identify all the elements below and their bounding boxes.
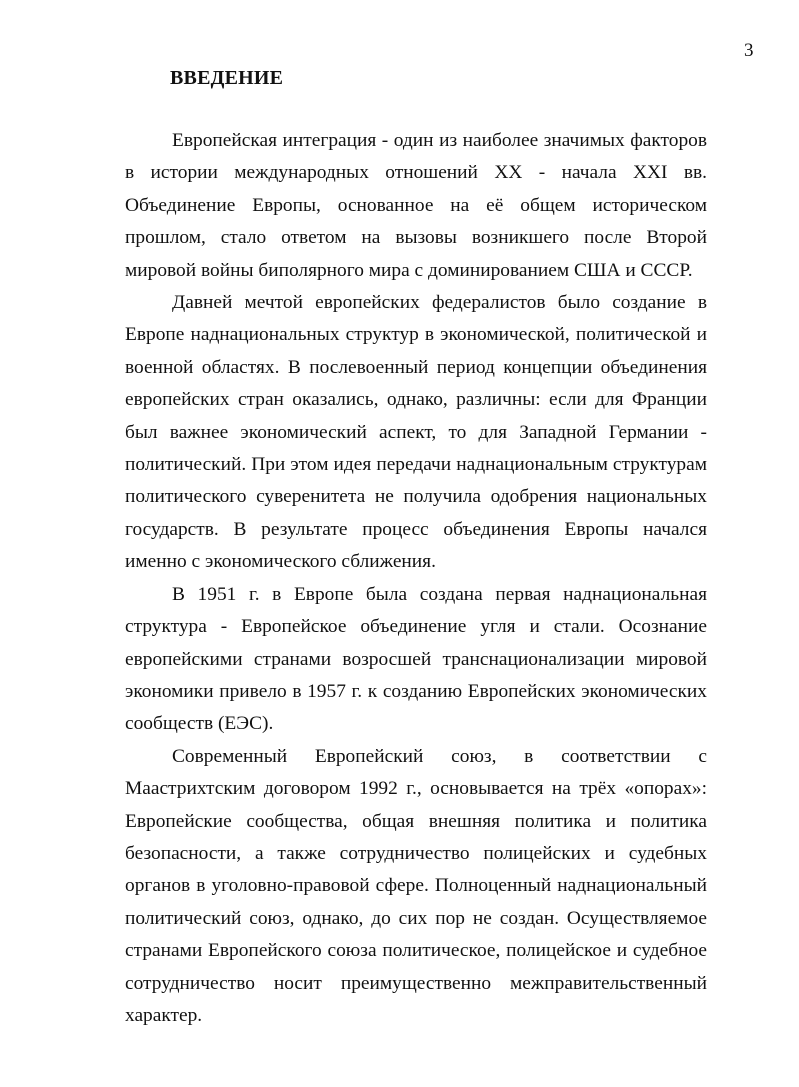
- body-text: [125, 125, 707, 1032]
- page-number: 3: [744, 40, 754, 61]
- paragraph-3: В 1951 г. в Европе была создана первая наднациональная структура - Европейское объединение угля и стали. Осознание европейскими странами возросшей транснационализации мировой экономики привело в 1957 г. к созданию Европейских экономических сообществ (ЕЭС).: [125, 583, 707, 735]
- paragraph-4: Современный Европейский союз, в соответствии с Маастрихтским договором 1992 г., основывается на трёх «опорах»: Европейские сообщества, общая внешняя политика и политика безопасности, а также сотрудничество полицейских и судебных органов в уголовно-правовой сфере. Полноценный наднациональный политический союз, однако, до сих пор не создан. Осуществляемое странами Европейского союза политическое, полицейское и судебное сотрудничество носит преимущественно межправительственный характер.: [125, 745, 707, 1026]
- paragraph-2: Давней мечтой европейских федералистов было создание в Европе наднациональных структур в экономической, политической и военной областях. В послевоенный период концепции объединения европейских стран оказались, однако, различны: если для Франции был важнее экономический аспект, то для Западной Германии - политический. При этом идея передачи наднациональным структурам политического суверенитета не получила одобрения национальных государств. В результате процесс объединения Европы начался именно с экономического сближения.: [125, 292, 707, 573]
- section-heading: ВВЕДЕНИЕ: [170, 67, 284, 89]
- paragraph-1: Европейская интеграция - один из наиболее значимых факторов в истории международных отношений XX - начала XXI вв. Объединение Европы, основанное на её общем историческом прошлом, стало ответом на вызовы возникшего после Второй мировой войны биполярного мира с доминированием США и СССР.: [125, 130, 707, 281]
